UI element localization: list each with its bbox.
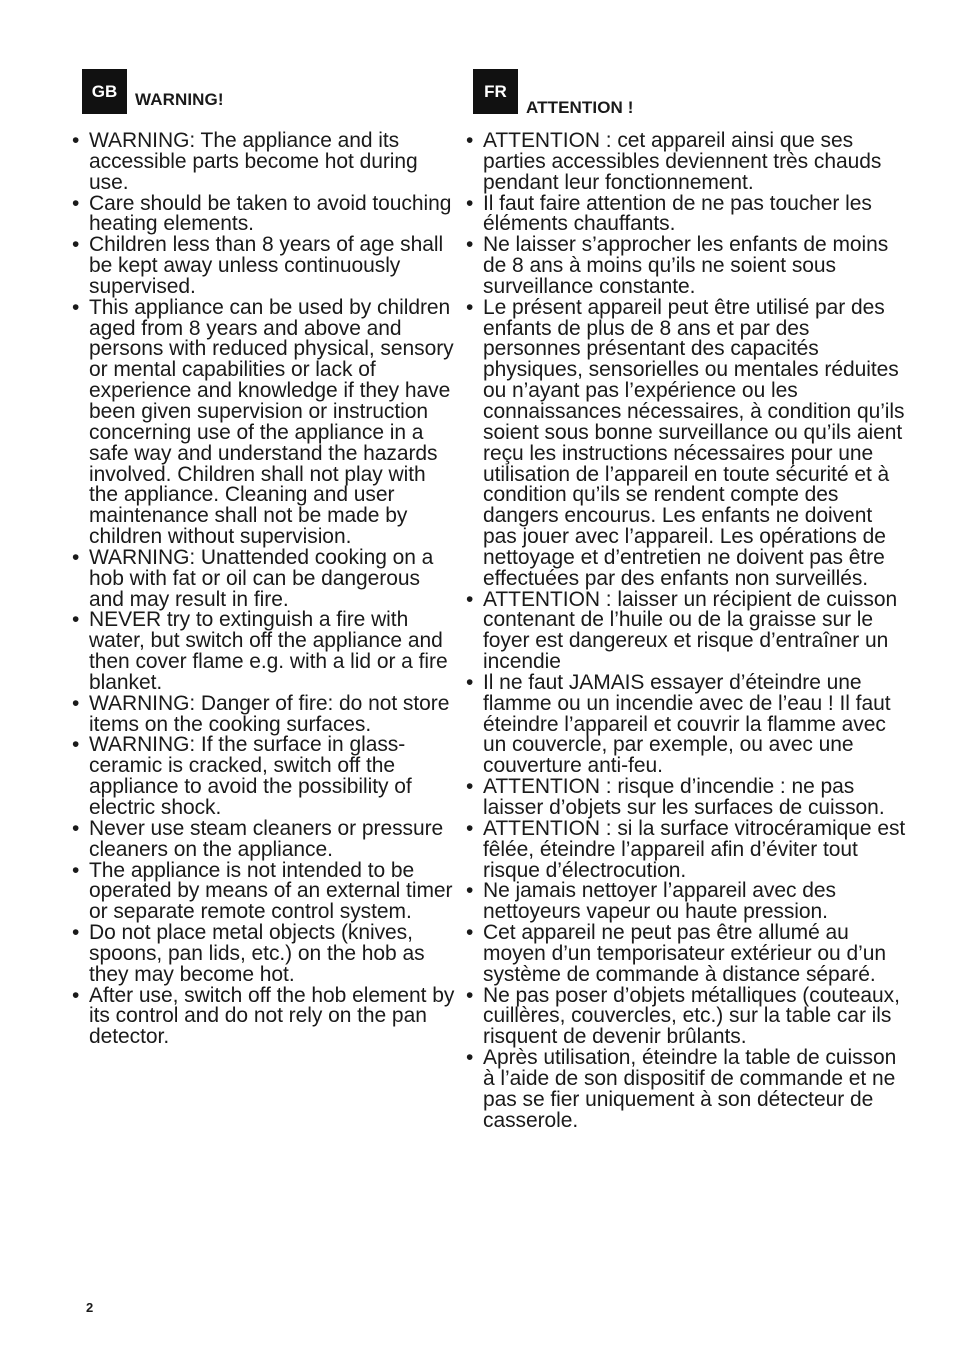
warning-item: • ATTENTION : si la surface vitrocéramique est fêlée, éteindre l’appareil afin d’éviter tout risque d’électrocution.	[466, 819, 911, 882]
warning-item: • WARNING: The appliance and its accessible parts become hot during use.	[72, 131, 457, 194]
warning-item: • Do not place metal objects (knives, spoons, pan lids, etc.) on the hob as they may become hot.	[72, 923, 457, 986]
warning-item: • Ne jamais nettoyer l’appareil avec des nettoyeurs vapeur ou haute pression.	[466, 881, 911, 923]
language-badge-fr: FR	[473, 69, 518, 114]
warning-item: • Après utilisation, éteindre la table de cuisson à l’aide de son dispositif de commande et ne pas se fier uniquement à son détecteur de casserole.	[466, 1048, 911, 1131]
warning-item: • Never use steam cleaners or pressure cleaners on the appliance.	[72, 819, 457, 861]
warning-item: • Il ne faut JAMAIS essayer d’éteindre une flamme ou un incendie avec de l’eau ! Il faut éteindre l’appareil et couvrir la flamme avec un couvercle, par exemple, ou avec une couverture anti-feu.	[466, 673, 911, 777]
warning-item: • After use, switch off the hob element by its control and do not rely on the pan detector.	[72, 986, 457, 1049]
page-number: 2	[86, 1300, 94, 1315]
warning-item: • WARNING: Unattended cooking on a hob with fat or oil can be dangerous and may result in fire.	[72, 548, 457, 611]
warning-item: • Cet appareil ne peut pas être allumé au moyen d’un temporisateur extérieur ou d’un système de commande à distance séparé.	[466, 923, 911, 986]
warning-item: • WARNING: Danger of fire: do not store items on the cooking surfaces.	[72, 694, 457, 736]
warning-item: • NEVER try to extinguish a fire with water, but switch off the appliance and then cover flame e.g. with a lid or a fire blanket.	[72, 610, 457, 693]
warning-list-gb	[72, 131, 457, 1048]
attention-heading: ATTENTION !	[526, 98, 634, 117]
warning-item: • This appliance can be used by children aged from 8 years and above and persons with reduced physical, sensory or mental capabilities or lack of experience and knowledge if they have been given supervision or instruction concerning use of the appliance in a safe way and understand the hazards involved. Children shall not play with the appliance. Cleaning and user maintenance shall not be made by children without supervision.	[72, 298, 457, 548]
language-badge-gb: GB	[82, 69, 127, 114]
warning-item: • Ne laisser s’approcher les enfants de moins de 8 ans à moins qu’ils ne soient sous surveillance constante.	[466, 235, 911, 298]
warning-item: • Ne pas poser d’objets métalliques (couteaux, cuillères, couvercles, etc.) sur la table car ils risquent de devenir brûlants.	[466, 986, 911, 1049]
warning-item: • ATTENTION : laisser un récipient de cuisson contenant de l’huile ou de la graisse sur le foyer est dangereux et risque d’entraîner un incendie	[466, 590, 911, 673]
warning-item: • WARNING: If the surface in glass-ceramic is cracked, switch off the appliance to avoid the possibility of electric shock.	[72, 735, 457, 818]
warning-item: • ATTENTION : risque d’incendie : ne pas laisser d’objets sur les surfaces de cuisson.	[466, 777, 911, 819]
warning-item: • Il faut faire attention de ne pas toucher les éléments chauffants.	[466, 194, 911, 236]
warning-item: • Care should be taken to avoid touching heating elements.	[72, 194, 457, 236]
warning-item: • Le présent appareil peut être utilisé par des enfants de plus de 8 ans et par des personnes présentant des capacités physiques, sensorielles ou mentales réduites ou n’ayant pas l’expérience ou les connaissances nécessaires, à condition qu’ils soient sous bonne surveillance ou qu’ils aient reçu les instructions nécessaires pour une utilisation de l’appareil en toute sécurité et à condition qu’ils se rendent compte des dangers encourus. Les enfants ne doivent pas jouer avec l’appareil. Les opérations de nettoyage et d’entretien ne doivent pas être effectuées par des enfants non surveillés.	[466, 298, 911, 590]
warning-item: • Children less than 8 years of age shall be kept away unless continuously supervised.	[72, 235, 457, 298]
warning-item: • ATTENTION : cet appareil ainsi que ses parties accessibles deviennent très chauds pendant leur fonctionnement.	[466, 131, 911, 194]
warning-item: • The appliance is not intended to be operated by means of an external timer or separate remote control system.	[72, 861, 457, 924]
warning-heading: WARNING!	[135, 90, 224, 109]
warning-list-fr	[466, 131, 911, 1132]
